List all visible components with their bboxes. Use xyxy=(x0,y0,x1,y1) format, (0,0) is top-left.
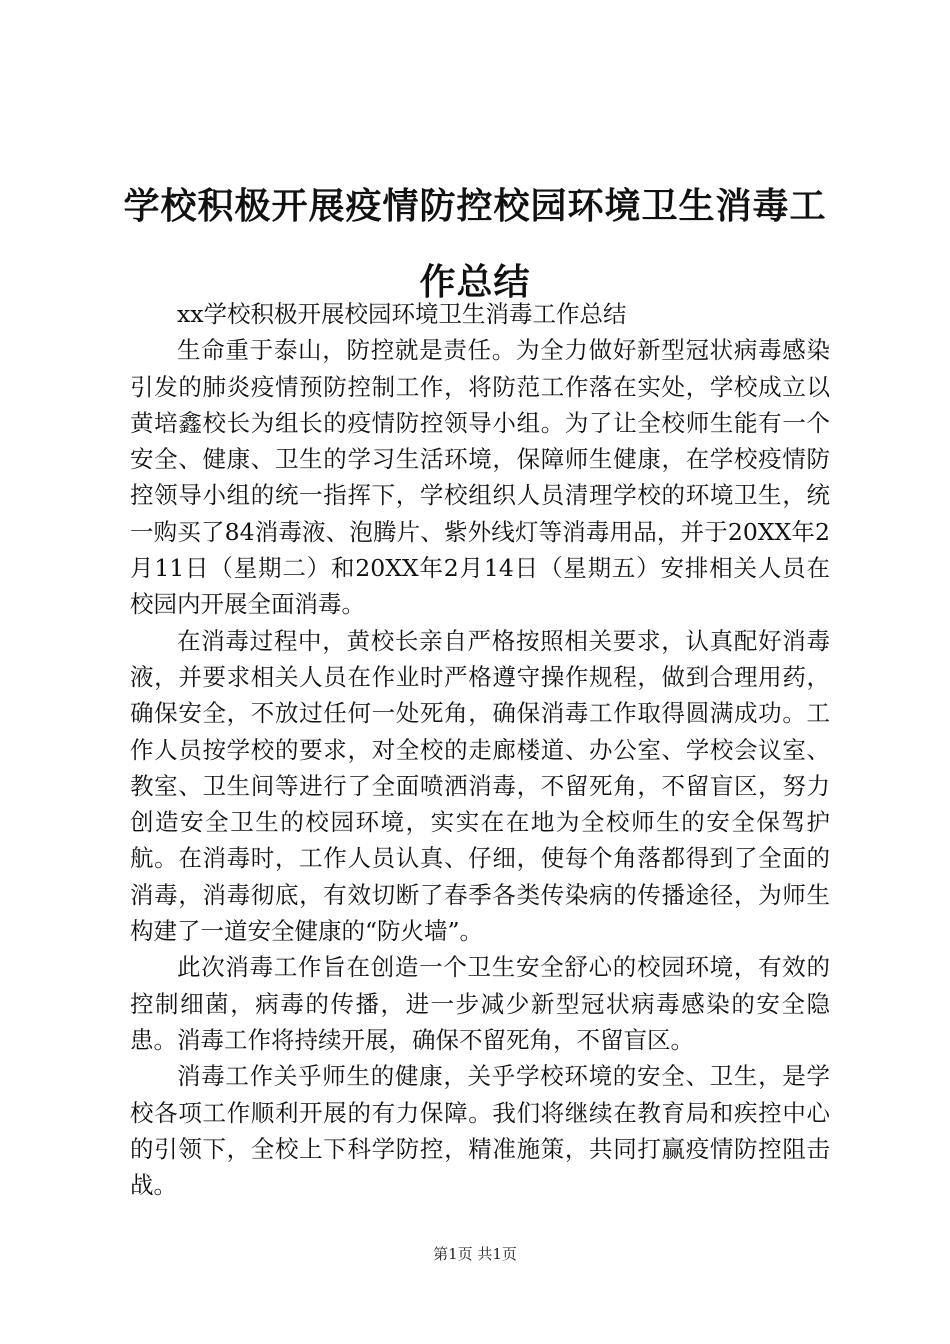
document-subtitle: xx学校积极开展校园环境卫生消毒工作总结 xyxy=(177,300,627,328)
document-body xyxy=(130,296,830,1203)
paragraph-2: 在消毒过程中，黄校长亲自严格按照相关要求，认真配好消毒液，并要求相关人员在作业时严格遵守操作规程，做到合理用药，确保安全，不放过任何一处死角，确保消毒工作取得圆满成功。工作人员按学校的要求，对全校的走廊楼道、办公室、学校会议室、教室、卫生间等进行了全面喷洒消毒，不留死角，不留盲区，努力创造安全卫生的校园环境，实实在在地为全校师生的安全保驾护航。在消毒时，工作人员认真、仔细，使每个角落都得到了全面的消毒，消毒彻底，有效切断了春季各类传染病的传播途径，为师生构建了一道安全健康的“防火墙”。 xyxy=(130,626,830,946)
document-title: 学校积极开展疫情防控校园环境卫生消毒工作总结 xyxy=(123,185,827,303)
paragraph-1: 生命重于泰山，防控就是责任。为全力做好新型冠状病毒感染引发的肺炎疫情预防控制工作，将防范工作落在实处，学校成立以黄培鑫校长为组长的疫情防控领导小组。为了让全校师生能有一个安全、健康、卫生的学习生活环境，保障师生健康，在学校疫情防控领导小组的统一指挥下，学校组织人员清理学校的环境卫生，统一购买了84消毒液、泡腾片、紫外线灯等消毒用品，并于20XX年2月11日（星期二）和20XX年2月14日（星期五）安排相关人员在校园内开展全面消毒。 xyxy=(130,336,830,619)
paragraph-3: 此次消毒工作旨在创造一个卫生安全舒心的校园环境，有效的控制细菌，病毒的传播，进一步减少新型冠状病毒感染的安全隐患。消毒工作将持续开展，确保不留死角，不留盲区。 xyxy=(130,953,830,1054)
page-footer: 第1页 共1页 xyxy=(433,1245,517,1263)
paragraph-4: 消毒工作关乎师生的健康，关乎学校环境的安全、卫生，是学校各项工作顺利开展的有力保障。我们将继续在教育局和疾控中心的引领下，全校上下科学防控，精准施策，共同打赢疫情防控阻击战。 xyxy=(130,1062,830,1200)
